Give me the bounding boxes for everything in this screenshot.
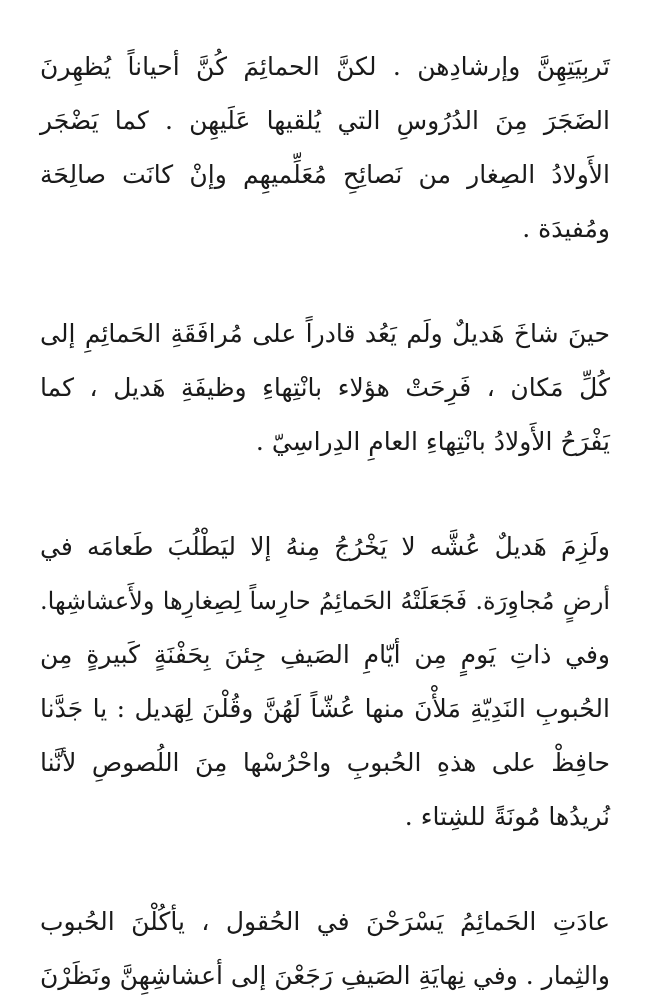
text-line: حينَ شاخَ هَديلٌ ولَم يَعُد قادراً على مُرافَقَةِ الحَمائِمِ إلى (40, 319, 610, 348)
paragraph-4 (40, 895, 610, 1003)
paragraph-spacer (40, 256, 610, 307)
text-line: الحُبوبِ النَدِيّةِ مَلأْنَ منها عُشّاً لَهُنَّ وقُلْنَ لِهَديل : يا جَدَّنا (40, 694, 610, 723)
text-line: الأَولادُ الصِغار من نَصائِحِ مُعَلِّميهِم وإنْ كانَت صالِحَة (40, 160, 610, 189)
text-line: يَفْرَحُ الأَولادُ بانْتِهاءِ العامِ الدِراسِيّ . (255, 427, 610, 456)
paragraph-2 (40, 307, 610, 469)
paragraph-spacer (40, 469, 610, 520)
text-line: نُريدُها مُونَةً للشِتاء . (404, 802, 610, 831)
text-line: ومُفيدَة . (522, 214, 610, 243)
text-line: والثِمار . وفي نِهايَةِ الصَيفِ رَجَعْنَ إلى أعشاشِهِنَّ ونَظَرْنَ (40, 961, 610, 990)
text-line: ولَزِمَ هَديلٌ عُشَّه لا يَخْرُجُ مِنهُ إلا ليَطْلُبَ طَعامَه في (40, 532, 610, 561)
text-line: الضَجَرَ مِنَ الدُرُوسِ التي يُلقيها عَلَيهِن . كما يَضْجَر (40, 106, 610, 135)
text-line: حافِظْ على هذهِ الحُبوبِ واحْرُسْها مِنَ اللُصوصِ لأنَّنا (40, 748, 610, 777)
paragraph-3 (40, 520, 610, 844)
paragraph-spacer (40, 844, 610, 895)
text-line: وفي ذاتِ يَومٍ مِن أيّامِ الصَيفِ جِئنَ بِحَفْنَةٍ كَبيرةٍ مِن (40, 640, 610, 669)
text-line: عادَتِ الحَمائِمُ يَسْرَحْنَ في الحُقول ، يأكُلْنَ الحُبوب (40, 907, 610, 936)
text-line: أرضٍ مُجاوِرَة. فَجَعَلَتْهُ الحَمائِمُ حارِساً لِصِغارِها ولأَعشاشِها. (40, 587, 610, 615)
paragraph-1 (40, 40, 610, 256)
text-line: تَربِيَتِهِنَّ وإرشادِهن . لكنَّ الحمائِمَ كُنَّ أحياناً يُظهِرنَ (40, 52, 610, 81)
text-line: كُلِّ مَكان ، فَرِحَتْ هؤلاء بانْتِهاءِ وظيفَةِ هَديل ، كما (40, 373, 610, 402)
book-page (40, 40, 610, 990)
